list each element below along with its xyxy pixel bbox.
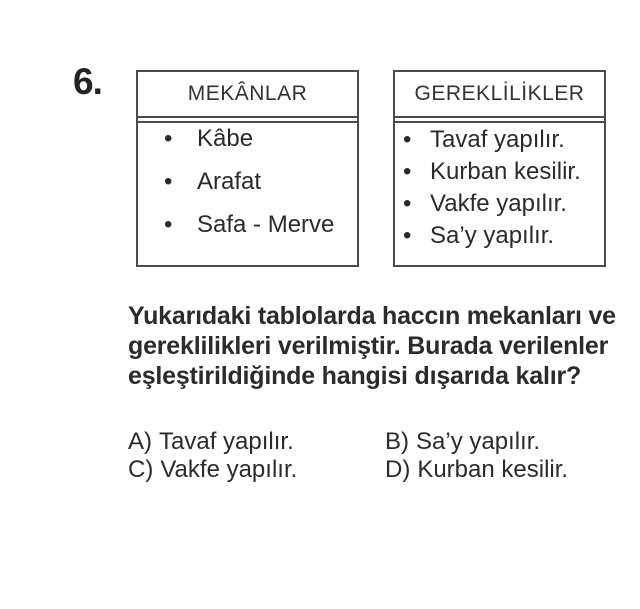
bullet-icon: • — [403, 190, 412, 217]
bullet-icon: • — [403, 126, 412, 153]
table-gereklilikler-list — [395, 121, 604, 248]
table-mekanlar-list — [138, 121, 357, 237]
list-item — [403, 160, 604, 184]
option-c-label: C) — [128, 456, 154, 483]
bullet-icon: • — [403, 158, 412, 185]
option-b-text: Sa’y yapılır. — [416, 428, 541, 455]
bullet-icon: • — [403, 222, 412, 249]
list-item — [164, 213, 357, 237]
option-c-text: Vakfe yapılır. — [160, 456, 298, 483]
table-mekanlar — [136, 70, 359, 267]
question-number: 6. — [73, 61, 102, 102]
option-b-label: B) — [385, 428, 409, 455]
option-a-text: Tavaf yapılır. — [159, 428, 294, 455]
table-gereklilikler — [393, 70, 606, 267]
table-gereklilikler-header — [395, 72, 604, 118]
list-item-text: Kâbe — [197, 125, 254, 152]
table-mekanlar-title: MEKÂNLAR — [187, 82, 308, 105]
option-b — [385, 430, 568, 454]
list-item-text: Tavaf yapılır. — [430, 126, 565, 153]
question-text-line: eşleştirildiğinde hangisi dışarıda kalır? — [128, 362, 582, 390]
option-c — [128, 458, 385, 482]
list-item — [164, 127, 357, 151]
list-item — [403, 192, 604, 216]
list-item — [403, 224, 604, 248]
option-d-text: Kurban kesilir. — [417, 456, 569, 483]
bullet-icon: • — [164, 168, 173, 195]
list-item-text: Sa’y yapılır. — [430, 222, 555, 249]
list-item — [164, 170, 357, 194]
option-a — [128, 430, 385, 454]
bullet-icon: • — [164, 125, 173, 152]
table-mekanlar-header — [138, 72, 357, 118]
question-text — [128, 301, 616, 391]
options-grid — [128, 430, 568, 482]
question-text-line: gereklilikleri verilmiştir. Burada verilenler — [128, 332, 609, 360]
question-text-line: Yukarıdaki tablolarda haccın mekanları ve — [128, 302, 616, 330]
option-a-label: A) — [128, 428, 152, 455]
list-item-text: Safa - Merve — [197, 211, 335, 238]
list-item-text: Arafat — [197, 168, 262, 195]
bullet-icon: • — [164, 211, 173, 238]
list-item-text: Kurban kesilir. — [430, 158, 581, 185]
option-d — [385, 458, 568, 482]
table-gereklilikler-title: GEREKLİLİKLER — [414, 82, 585, 105]
list-item-text: Vakfe yapılır. — [430, 190, 567, 217]
list-item — [403, 128, 604, 152]
option-d-label: D) — [385, 456, 411, 483]
